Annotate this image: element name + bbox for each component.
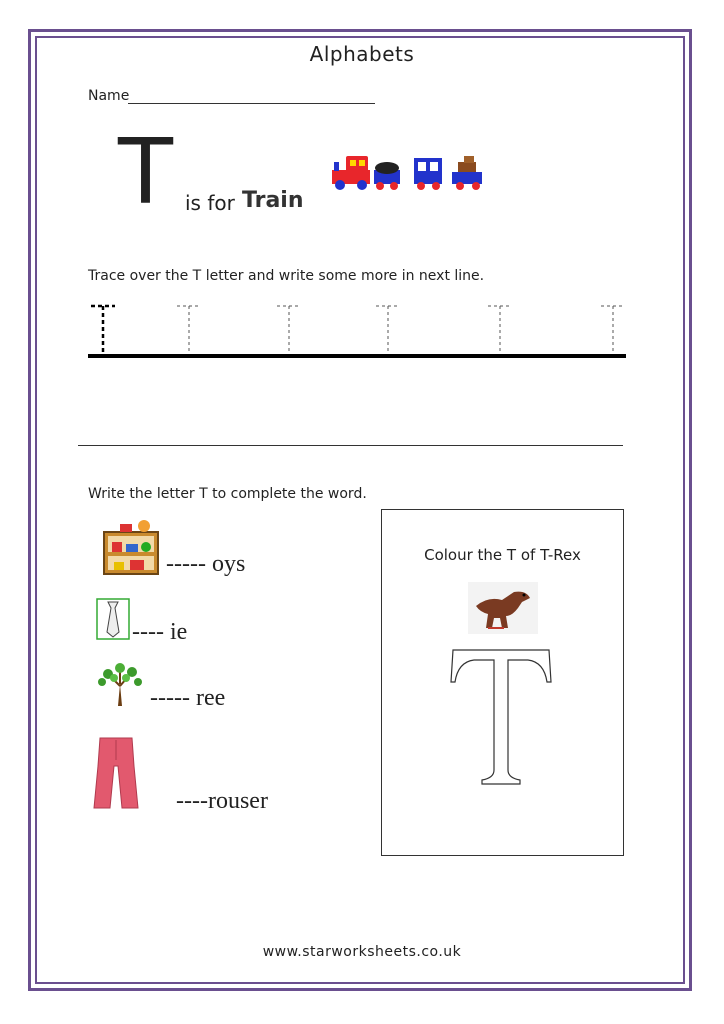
trace-instruction: Trace over the T letter and write some more in next line. <box>88 268 485 284</box>
trace-letter[interactable] <box>174 304 204 354</box>
footer-url[interactable]: www.starworksheets.co.uk <box>262 944 462 960</box>
is-for-text: is for <box>185 191 235 215</box>
word-trousers: ----rouser <box>176 788 268 814</box>
toy-shelf-icon <box>100 518 160 576</box>
trace-letter[interactable] <box>274 304 304 354</box>
page-title: Alphabets <box>309 42 415 66</box>
big-letter: T <box>118 120 173 225</box>
trousers-icon <box>92 736 140 810</box>
writing-line[interactable] <box>78 445 623 446</box>
trace-baseline <box>88 354 626 358</box>
tree-icon <box>96 662 144 706</box>
train-word: Train <box>242 188 304 213</box>
tie-icon <box>96 598 130 640</box>
trace-letter[interactable] <box>598 304 628 354</box>
t-rex-icon <box>468 582 538 634</box>
outline-letter-t[interactable] <box>448 646 554 786</box>
name-field[interactable] <box>128 103 375 104</box>
trace-letter[interactable] <box>485 304 515 354</box>
word-tie: ---- ie <box>132 619 188 645</box>
word-tree: ----- ree <box>150 685 226 711</box>
word-toys: ----- oys <box>166 551 246 577</box>
trace-letter-bold[interactable] <box>88 304 118 354</box>
complete-instruction: Write the letter T to complete the word. <box>88 486 367 502</box>
trace-letter[interactable] <box>373 304 403 354</box>
name-label: Name <box>88 88 130 104</box>
colour-caption: Colour the T of T-Rex <box>424 546 581 564</box>
train-icon <box>330 152 484 192</box>
